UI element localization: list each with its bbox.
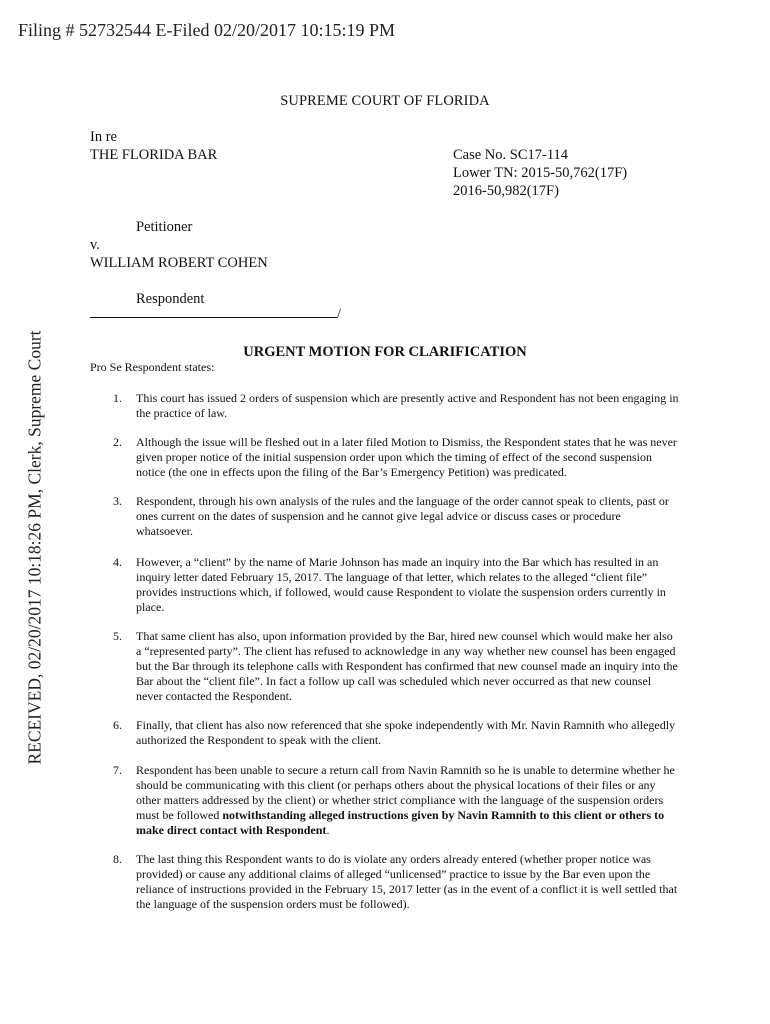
motion-intro: Pro Se Respondent states: — [90, 360, 215, 374]
item-number: 8. — [113, 852, 122, 866]
list-item — [90, 629, 680, 704]
list-item — [90, 555, 680, 615]
item-text: Finally, that client has also now referenced that she spoke independently with Mr. Navin Ramnith who allegedly authorized the Respondent to speak with the client. — [136, 718, 676, 747]
item-number: 4. — [113, 555, 122, 569]
lower-tribunal-number-1: Lower TN: 2015-50,762(17F) — [453, 165, 628, 181]
item-text: This court has issued 2 orders of suspension which are presently active and Respondent has not been engaging in the practice of law. — [136, 391, 679, 420]
item-text-after: . — [326, 823, 330, 837]
list-item — [90, 435, 680, 480]
item-number: 2. — [113, 435, 122, 449]
caption-signature-line — [90, 303, 341, 323]
motion-title-text: URGENT MOTION FOR CLARIFICATION — [243, 344, 527, 360]
filing-stamp: Filing # 52732544 E-Filed 02/20/2017 10:15:19 PM — [18, 20, 396, 40]
item-number: 3. — [113, 494, 122, 508]
respondent-label: Respondent — [136, 291, 205, 307]
item-text-regular: Respondent has been unable to secure a return call from Navin Ramnith so he is unable to determine whether he should be communicating with this client (or perhaps others about the physical locations of their files or any other matters addressed by the client) or whether strict compliance with the language of the suspension orders must be followed — [136, 763, 675, 822]
list-item — [90, 494, 680, 539]
item-text — [136, 763, 680, 838]
item-number: 1. — [113, 391, 122, 405]
list-item — [90, 852, 680, 912]
item-text: The last thing this Respondent wants to do is violate any orders already entered (whether proper notice was provided) or cause any additional claims of alleged “unlicensed” practice to issue by the Bar even upon the reliance of instructions provided in the February 15, 2017 letter (as in the event of a conflict it is well settled that the language of the suspension orders must be followed). — [136, 852, 678, 911]
list-item — [90, 718, 680, 748]
item-text-bold: notwithstanding alleged instructions given by Navin Ramnith to this client or others to make direct contact with Respondent — [136, 808, 665, 837]
item-text: That same client has also, upon information provided by the Bar, hired new counsel which would make her also a “represented party”. The client has refused to acknowledge in any way whether new counsel has been engaged but the Bar through its telephone calls with Respondent has confirmed that new counsel made an inquiry into the Bar about the “client file”. In fact a follow up call was scheduled which never occurred as that new counsel never contacted the Respondent. — [136, 629, 678, 703]
item-number: 5. — [113, 629, 122, 643]
petitioner-name: THE FLORIDA BAR — [90, 147, 218, 163]
signature-rule — [90, 303, 337, 318]
respondent-name: WILLIAM ROBERT COHEN — [90, 255, 268, 271]
list-item — [90, 391, 680, 421]
court-title: SUPREME COURT OF FLORIDA — [280, 93, 490, 109]
petitioner-label: Petitioner — [136, 219, 193, 235]
case-number: Case No. SC17-114 — [453, 147, 569, 163]
lower-tribunal-number-2: 2016-50,982(17F) — [453, 183, 559, 199]
received-stamp: RECEIVED, 02/20/2017 10:18:26 PM, Clerk, Supreme Court — [24, 330, 45, 765]
versus-label: v. — [90, 237, 100, 253]
in-re-label: In re — [90, 129, 117, 145]
item-text: Although the issue will be fleshed out in a later filed Motion to Dismiss, the Respondent states that he was never given proper notice of the initial suspension order upon which the timing of effect of the second suspension notice (the one in effects upon the filing of the Bar’s Emergency Petition) was predicated. — [136, 435, 677, 479]
motion-title — [0, 344, 770, 361]
item-text: However, a “client” by the name of Marie Johnson has made an inquiry into the Bar which has resulted in an inquiry letter dated February 15, 2017. The language of that letter, which relates to the alleged “client file” provides instructions which, if followed, would cause Respondent to violate the suspension orders currently in place. — [136, 555, 666, 614]
signature-line-end: / — [337, 306, 342, 322]
item-number: 6. — [113, 718, 122, 732]
item-text: Respondent, through his own analysis of the rules and the language of the order cannot speak to clients, past or ones current on the dates of suspension and he cannot give legal advice or discuss cases or procedure whatsoever. — [136, 494, 669, 538]
list-item — [90, 763, 680, 838]
item-number: 7. — [113, 763, 122, 777]
